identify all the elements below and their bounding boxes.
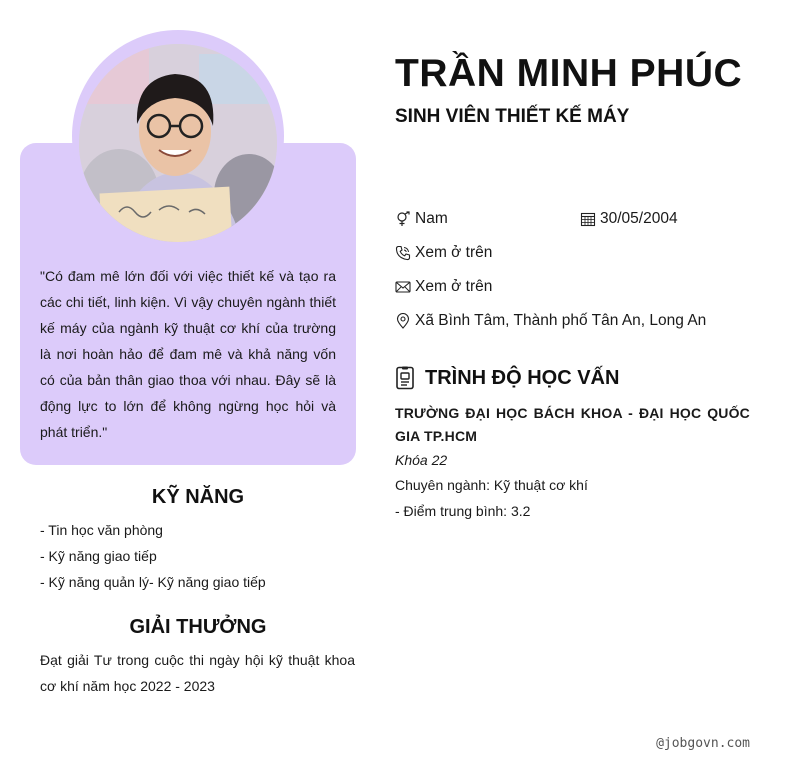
education-header	[395, 366, 619, 390]
major: Chuyên ngành: Kỹ thuật cơ khí	[395, 477, 588, 493]
candidate-name: TRẦN MINH PHÚC	[395, 52, 743, 95]
list-item: - Tin học văn phòng	[40, 522, 163, 538]
address-value: Xã Bình Tâm, Thành phố Tân An, Long An	[415, 312, 707, 329]
education-title: TRÌNH ĐỘ HỌC VẤN	[425, 366, 620, 389]
address-row	[395, 312, 706, 330]
awards-title: GIẢI THƯỞNG	[129, 616, 267, 638]
phone-icon	[395, 245, 411, 261]
gender-row	[395, 210, 448, 228]
course: Khóa 22	[395, 452, 448, 468]
birthdate-value: 30/05/2004	[600, 210, 678, 227]
skills-title: KỸ NĂNG	[151, 486, 245, 508]
email-value: Xem ở trên	[415, 278, 493, 295]
avatar	[79, 44, 277, 242]
gender-icon	[395, 211, 411, 227]
phone-row	[395, 244, 492, 262]
avatar-photo	[79, 44, 277, 242]
list-item: - Kỹ năng quản lý- Kỹ năng giao tiếp	[40, 574, 266, 590]
phone-value: Xem ở trên	[415, 244, 493, 261]
birthdate-row	[580, 210, 678, 228]
skills-list	[40, 517, 360, 595]
education-icon	[395, 366, 415, 390]
email-icon	[395, 279, 411, 295]
awards-text: Đạt giải Tư trong cuộc thi ngày hội kỹ thuật khoa cơ khí năm học 2022 - 2023	[40, 652, 355, 694]
candidate-role: SINH VIÊN THIẾT KẾ MÁY	[395, 106, 630, 127]
profile-quote: "Có đam mê lớn đối với việc thiết kế và tạo ra các chi tiết, linh kiện. Vì vậy chuyên ngành thiết kế máy của ngành kỹ thuật cơ khí của trường là nơi hoàn hảo để đam mê và khả năng vốn có của bản thân giao thoa với nhau. Đây sẽ là động lực to lớn để không ngừng học hỏi và phát triển."	[40, 268, 336, 440]
footer-watermark: @jobgovn.com	[656, 736, 750, 751]
school-name: TRƯỜNG ĐẠI HỌC BÁCH KHOA - ĐẠI HỌC QUỐC GIA TP.HCM	[395, 405, 750, 444]
email-row	[395, 278, 492, 296]
gpa: - Điểm trung bình: 3.2	[395, 503, 531, 519]
calendar-icon	[580, 211, 596, 227]
list-item: - Kỹ năng giao tiếp	[40, 548, 157, 564]
gender-value: Nam	[415, 210, 448, 227]
location-icon	[395, 313, 411, 329]
